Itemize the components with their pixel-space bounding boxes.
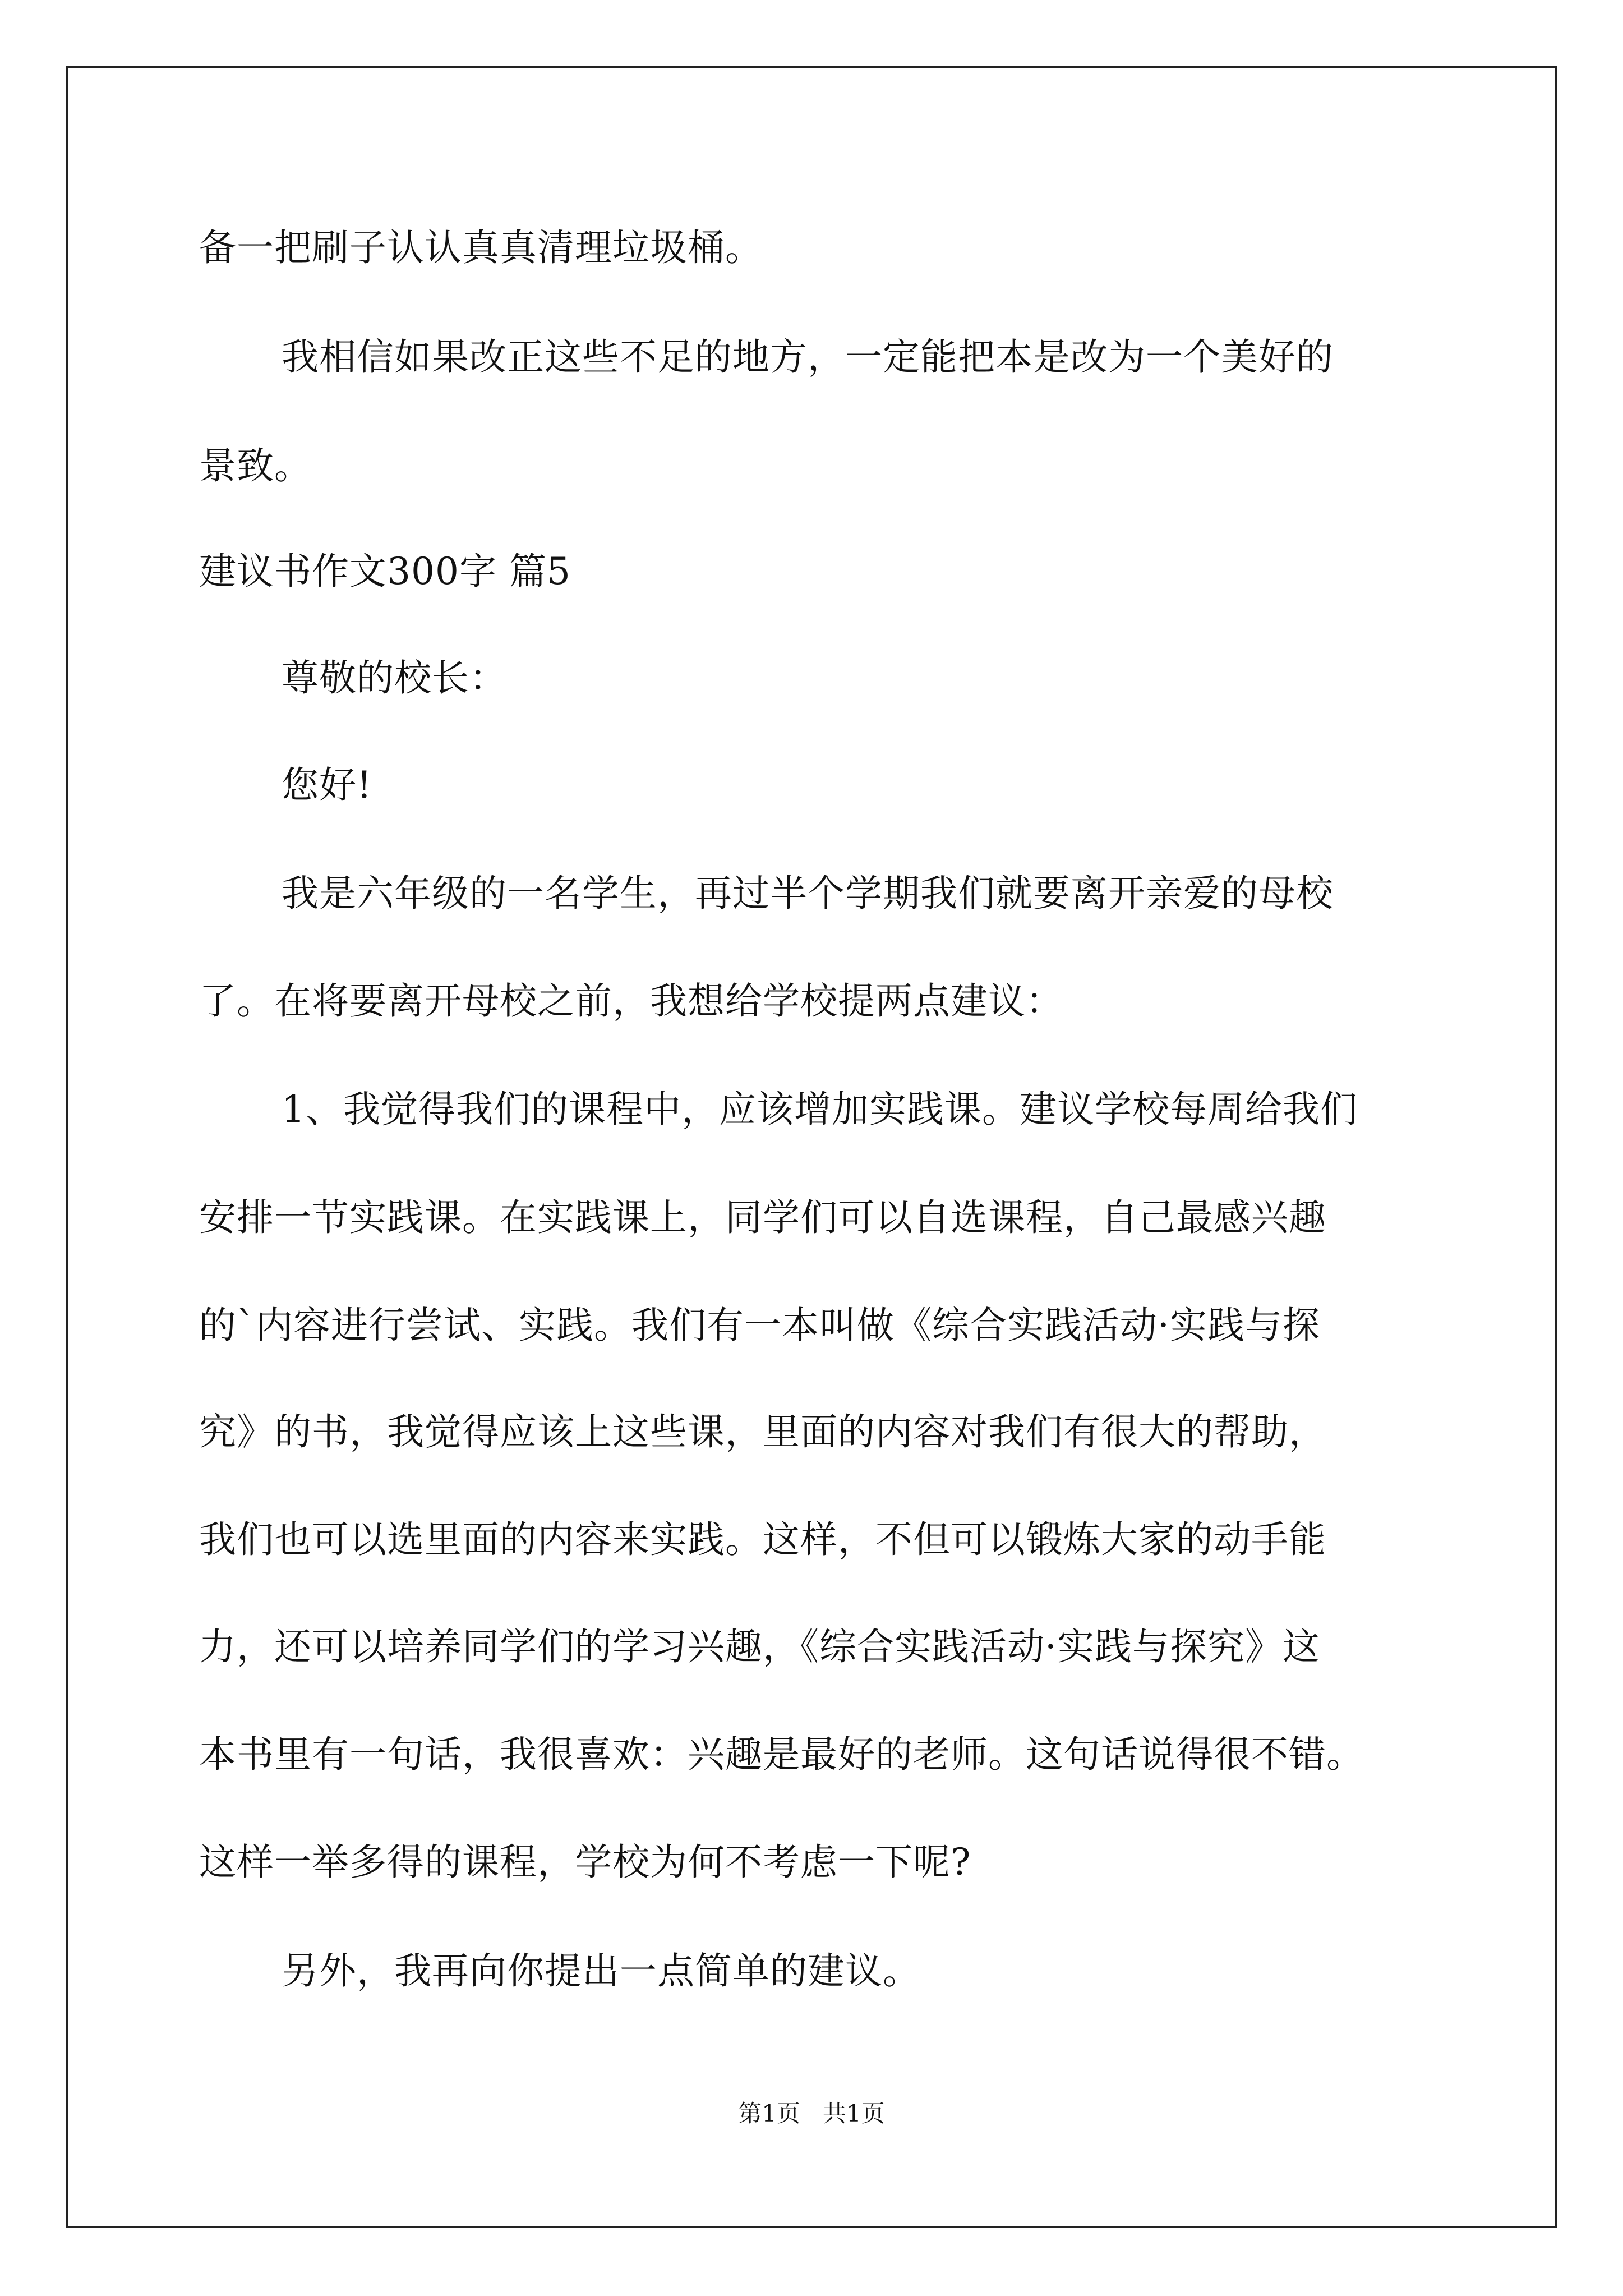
page-border [66,66,1557,2228]
paragraph-line: 究》的书，我觉得应该上这些课，里面的内容对我们有很大的帮助， [199,1410,1326,1453]
paragraph-line: 的`内容进行尝试、实践。我们有一本叫做《综合实践活动·实践与探 [199,1304,1320,1347]
paragraph-line: 了。在将要离开母校之前，我想给学校提两点建议： [199,979,1063,1023]
paragraph-line: 我相信如果改正这些不足的地方，一定能把本是改为一个美好的 [282,335,1334,379]
paragraph-line: 我是六年级的一名学生，再过半个学期我们就要离开亲爱的母校 [282,872,1334,915]
section-heading: 建议书作文300字 篇5 [199,550,571,593]
paragraph-line: 这样一举多得的课程，学校为何不考虑一下呢? [199,1841,971,1884]
paragraph-line: 安排一节实践课。在实践课上，同学们可以自选课程，自己最感兴趣 [199,1196,1326,1239]
paragraph-line: 力，还可以培养同学们的学习兴趣，《综合实践活动·实践与探究》这 [199,1625,1320,1668]
paragraph-line: 景致。 [199,444,312,487]
paragraph-line: 本书里有一句话，我很喜欢：兴趣是最好的老师。这句话说得很不错。 [199,1733,1364,1776]
paragraph-line: 我们也可以选里面的内容来实践。这样，不但可以锻炼大家的动手能 [199,1518,1326,1561]
salutation: 尊敬的校长： [282,656,507,700]
paragraph-line: 备一把刷子认认真真清理垃圾桶。 [199,226,763,269]
greeting: 您好! [282,763,372,807]
page-number-footer: 第1页 共1页 [738,2100,885,2127]
paragraph-line: 1、我觉得我们的课程中，应该增加实践课。建议学校每周给我们 [282,1088,1358,1131]
paragraph-line: 另外，我再向你提出一点简单的建议。 [282,1949,920,1993]
